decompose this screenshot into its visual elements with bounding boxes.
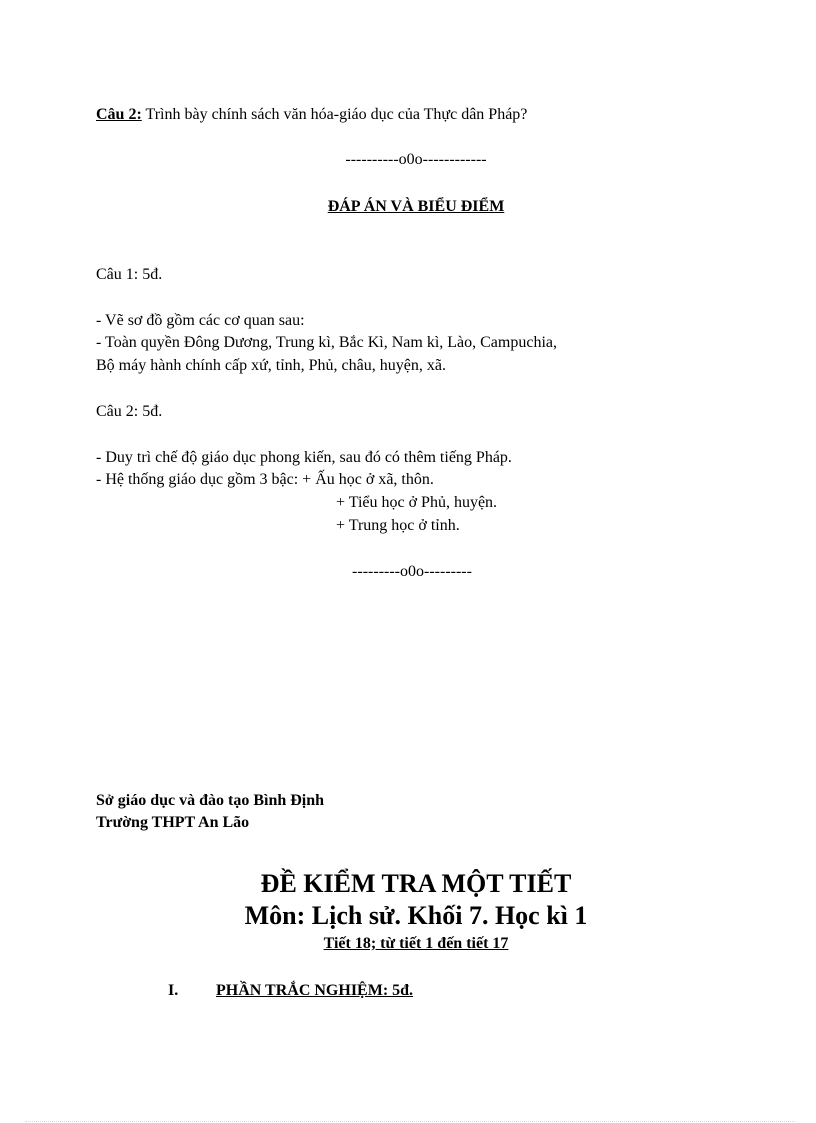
exam-subtitle: Môn: Lịch sử. Khối 7. Học kì 1: [244, 901, 588, 930]
answer-2-line: - Hệ thống giáo dục gồm 3 bậc: + Ấu học ở xã, thôn.: [96, 471, 434, 488]
answer-2-sub-item: + Tiểu học ở Phủ, huyện.: [336, 494, 498, 511]
answer-2-sub-item: + Trung học ở tỉnh.: [336, 517, 460, 534]
answer-1-title: Câu 1: 5đ.: [96, 266, 163, 283]
separator-bottom: ---------o0o---------: [352, 563, 472, 580]
answer-1-line: - Toàn quyền Đông Dương, Trung kì, Bắc Kì, Nam kì, Lào, Campuchia,: [96, 334, 557, 351]
question-2-label: Câu 2:: [96, 106, 142, 123]
answer-heading: ĐÁP ÁN VÀ BIỂU ĐIỂM: [327, 198, 505, 215]
exam-title: ĐỀ KIỂM TRA MỘT TIẾT: [260, 869, 572, 898]
section-1-title: PHẦN TRẮC NGHIỆM: 5đ.: [216, 982, 414, 999]
exam-period: Tiết 18; từ tiết 1 đến tiết 17: [323, 935, 509, 952]
answer-1-line: Bộ máy hành chính cấp xứ, tỉnh, Phủ, châu, huyện, xã.: [96, 357, 446, 374]
answer-2-title: Câu 2: 5đ.: [96, 403, 163, 420]
page-bottom-divider: [25, 1121, 795, 1122]
school-department: Sở giáo dục và đào tạo Bình Định: [96, 792, 325, 809]
section-1-number: I.: [168, 982, 179, 999]
question-2-text: Trình bày chính sách văn hóa-giáo dục của Thực dân Pháp?: [141, 106, 528, 123]
answer-2-line: - Duy trì chế độ giáo dục phong kiến, sau đó có thêm tiếng Pháp.: [96, 449, 512, 466]
separator-top: ----------o0o------------: [345, 151, 487, 168]
school-name: Trường THPT An Lão: [96, 814, 250, 831]
question-2: [96, 104, 527, 126]
answer-1-line: - Vẽ sơ đồ gồm các cơ quan sau:: [96, 312, 305, 329]
